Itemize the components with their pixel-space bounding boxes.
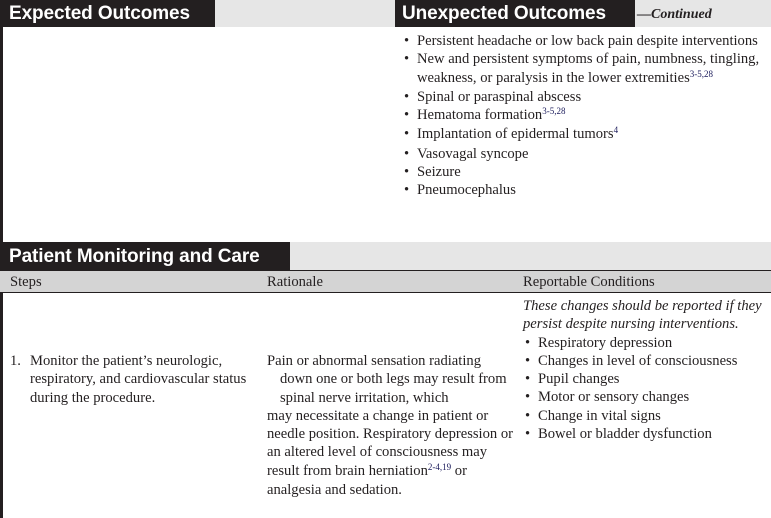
bullet-icon: • [404, 33, 410, 49]
list-item: • Spinal or paraspinal abscess [404, 88, 582, 105]
column-header-rationale: Rationale [267, 274, 323, 290]
unexpected-outcomes-list [402, 32, 770, 200]
column-header-steps: Steps [10, 274, 42, 290]
reportable-conditions-list [523, 334, 771, 444]
list-item: • Pupil changes [525, 371, 620, 388]
table-header-row [0, 270, 771, 293]
rationale-cell [267, 352, 513, 499]
citation-refs: 3-5,28 [542, 106, 566, 117]
list-item: • Changes in level of consciousness [525, 352, 738, 369]
list-item: • Hematoma formation$^{3-5,28}$ [404, 106, 566, 124]
bullet-icon: • [404, 51, 410, 68]
bullet-icon: • [525, 371, 531, 388]
rationale-indented-text: down one or both legs may result from spinal nerve irritation, which [280, 371, 507, 406]
citation-refs: 4 [613, 125, 619, 136]
bullet-icon: • [525, 352, 531, 369]
bullet-icon: • [404, 164, 410, 181]
list-item: • Vasovagal syncope [404, 145, 529, 162]
list-item: • Motor or sensory changes [525, 389, 690, 406]
expected-outcomes-title: Expected Outcomes [9, 3, 190, 24]
bullet-icon: • [404, 88, 410, 105]
rationale-line-first: Pain or abnormal sensation radiating [267, 353, 481, 369]
list-item: • New and persistent symptoms of pain, numbness, tingling, weakness, or paralysis in the lower extremities$^{3-5,28}$ [404, 51, 760, 86]
step-cell [10, 352, 250, 407]
citation-refs: 2-4,19 [427, 461, 452, 472]
list-item: • Change in vital signs [525, 407, 661, 424]
rationale-tail: or analgesia and sedation. [267, 462, 467, 499]
bullet-icon: • [404, 182, 410, 199]
bullet-icon: • [404, 126, 410, 143]
list-item: • Respiratory depression [525, 334, 673, 351]
list-item: • Seizure [404, 164, 461, 181]
list-item: • Pneumocephalus [404, 182, 516, 199]
column-header-reportable: Reportable Conditions [523, 274, 655, 290]
list-item: • Persistent headache or low back pain despite interventions [404, 33, 758, 49]
bullet-icon: • [404, 107, 410, 124]
continued-label: —Continued [637, 7, 712, 22]
unexpected-outcomes-heading [395, 0, 635, 27]
bullet-icon: • [525, 334, 531, 351]
step-text: Monitor the patient’s neurologic, respiratory, and cardiovascular status during the procedure. [30, 353, 247, 406]
bullet-icon: • [525, 407, 531, 424]
bullet-icon: • [404, 145, 410, 162]
patient-monitoring-heading [0, 242, 290, 270]
reportable-conditions-cell [523, 297, 771, 443]
citation-refs: 3-5,28 [689, 68, 713, 79]
list-item: • Bowel or bladder dysfunction [525, 426, 712, 443]
bullet-icon: • [525, 389, 531, 406]
patient-monitoring-title: Patient Monitoring and Care [9, 246, 260, 267]
rationale-rest: may necessitate a change in patient or needle position. Respiratory depression or an altered level of consciousness may result from brain herniation [267, 407, 514, 479]
reportable-note: These changes should be reported if they persist despite nursing interventions. [523, 298, 762, 333]
list-item: • Implantation of epidermal tumors$^4$ [404, 125, 619, 143]
step-number: 1. [10, 353, 21, 369]
bullet-icon: • [525, 426, 531, 443]
expected-outcomes-heading [0, 0, 215, 27]
unexpected-outcomes-title: Unexpected Outcomes [402, 3, 606, 24]
rationale-body [267, 407, 513, 499]
